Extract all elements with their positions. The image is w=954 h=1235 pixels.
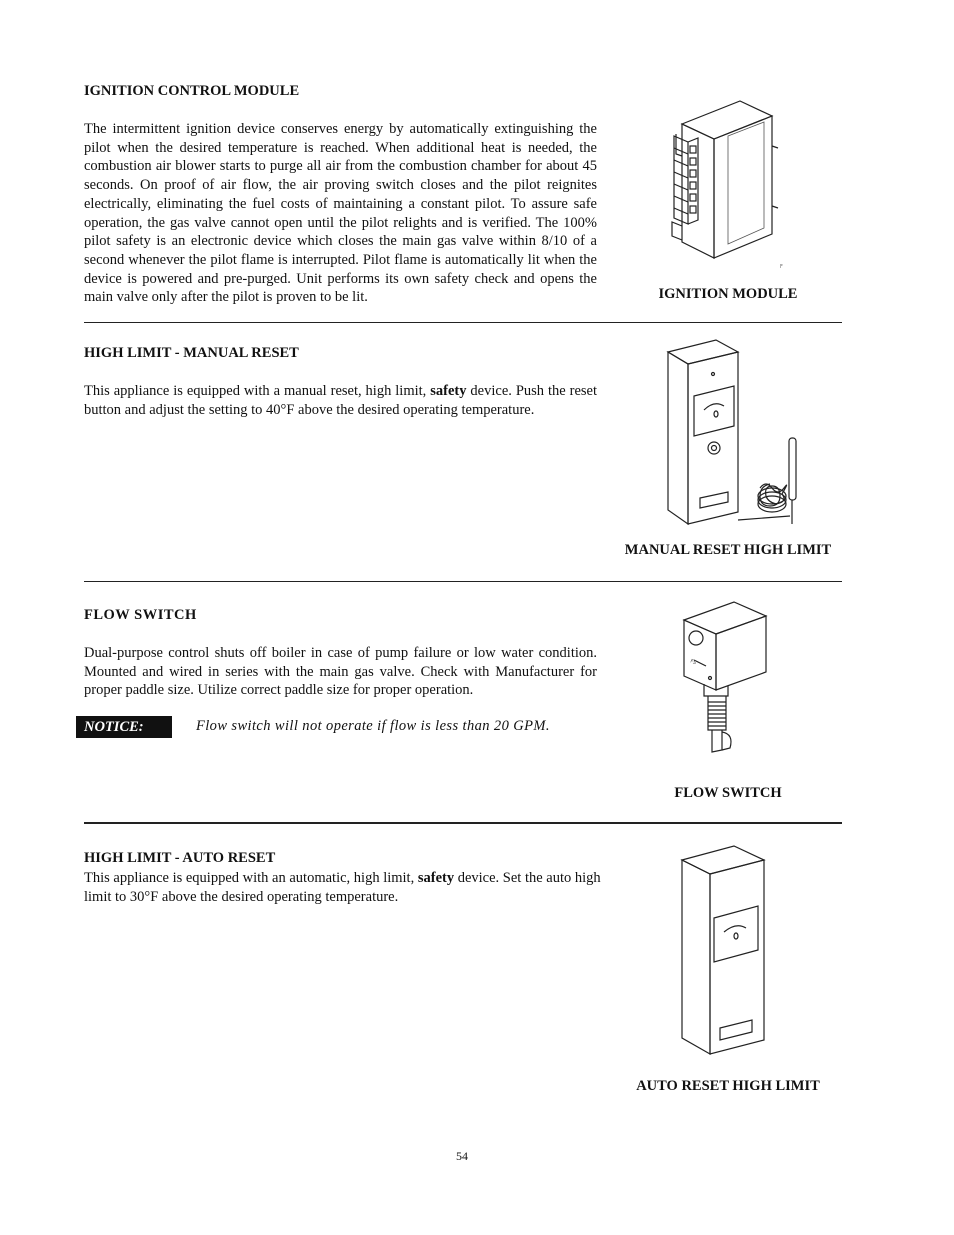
auto-reset-high-limit-caption: AUTO RESET HIGH LIMIT	[636, 1078, 820, 1094]
auto-reset-high-limit-illustration	[678, 842, 774, 1060]
manual-reset-high-limit-caption: MANUAL RESET HIGH LIMIT	[624, 542, 832, 558]
section-heading-high-limit-manual-reset: HIGH LIMIT - MANUAL RESET	[84, 345, 299, 361]
high-limit-auto-reset-text: This appliance is equipped with an automatic, high limit, safety device. Set the auto high limit to 30°F above the desired operating temperature.	[84, 870, 601, 905]
notice-text: Flow switch will not operate if flow is less than 20 GPM.	[196, 718, 550, 734]
section-heading-ignition-control-module: IGNITION CONTROL MODULE	[84, 83, 300, 99]
svg-text:FS: FS	[689, 658, 698, 667]
flow-switch-caption: FLOW SWITCH	[674, 785, 782, 801]
svg-text:F: F	[780, 264, 783, 270]
manual-reset-high-limit-illustration	[664, 338, 804, 528]
flow-switch-illustration	[676, 598, 776, 758]
high-limit-manual-reset-text: This appliance is equipped with a manual reset, high limit, safety device. Push the reset button and adjust the setting to 40°F above the desired operating temperature.	[84, 383, 597, 418]
ignition-control-module-text: The intermittent ignition device conserves energy by automatically extinguishing the pilot when the desired temperature is reached. When additional heat is needed, the combustion air blower starts to purge all air from the combustion chamber for about 45 seconds. On proof of air flow, the air proving switch closes and the pilot reignites electrically, eliminating the fuel costs of maintaining a constant pilot. To assure safe operation, the gas valve cannot open until the pilot relights and is verified. The 100% pilot safety is an electronic device which closes the main gas valve within 8/10 of a second whenever the pilot flame is interrupted. Pilot flame is automatically lit when the device is powered and pre-purged. Unit performs its own safety check and opens the main valve only after the pilot is proven to be lit.	[84, 121, 597, 306]
flow-switch-text: Dual-purpose control shuts off boiler in case of pump failure or low water condition. Mounted and wired in series with the main gas valve. Check with Manufacturer for proper paddle size. Utilize correct paddle size for proper operation.	[84, 645, 597, 699]
ignition-module-illustration	[668, 96, 788, 274]
page-number: 54	[456, 1149, 468, 1163]
ignition-module-caption: IGNITION MODULE	[658, 286, 798, 302]
section-divider	[84, 581, 842, 582]
section-heading-high-limit-auto-reset: HIGH LIMIT - AUTO RESET	[84, 850, 276, 866]
section-divider	[84, 822, 842, 824]
section-divider	[84, 322, 842, 323]
notice-label: NOTICE:	[76, 716, 172, 738]
section-heading-flow-switch: FLOW SWITCH	[84, 607, 197, 623]
